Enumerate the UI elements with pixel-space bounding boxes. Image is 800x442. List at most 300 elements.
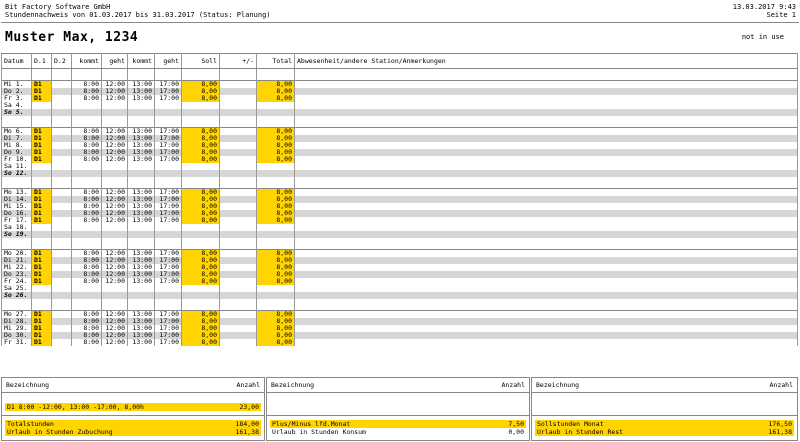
table-row (2, 156, 798, 163)
table-cell (295, 149, 798, 156)
table-cell: Mi 8. (2, 142, 32, 149)
table-row (2, 257, 798, 264)
table-cell: D1 (32, 271, 52, 278)
table-cell: 8,00 (257, 128, 295, 136)
table-cell: 8:00 (72, 257, 102, 264)
table-cell (220, 81, 257, 89)
table-cell: 8:00 (72, 81, 102, 89)
table-cell: 12:00 (102, 156, 128, 163)
table-cell: 8,00 (182, 81, 220, 89)
table-cell: Mo 13. (2, 189, 32, 197)
shift-summary-row: D1 8:00 -12:00, 13:00 -17:00, 8,00h 23,00 (7, 403, 259, 411)
table-cell: 13:00 (128, 257, 155, 264)
table-cell: D1 (32, 142, 52, 149)
table-cell: 8,00 (182, 257, 220, 264)
table-cell: 17:00 (155, 278, 182, 285)
table-row (2, 81, 798, 89)
column-header: kommt (72, 54, 102, 69)
table-cell (220, 264, 257, 271)
table-cell (52, 311, 72, 319)
table-cell: 12:00 (102, 196, 128, 203)
table-row (2, 271, 798, 278)
table-cell (52, 278, 72, 285)
table-cell: 8,00 (182, 311, 220, 319)
table-row (2, 224, 798, 231)
table-cell (295, 264, 798, 271)
table-cell: D1 (32, 278, 52, 285)
table-cell (72, 109, 102, 116)
table-cell (220, 224, 257, 231)
table-cell: 8,00 (257, 325, 295, 332)
column-header: Total (257, 54, 295, 69)
table-cell (32, 285, 52, 292)
table-cell (52, 149, 72, 156)
table-cell: 8:00 (72, 128, 102, 136)
table-cell: 12:00 (102, 81, 128, 89)
table-cell: 17:00 (155, 257, 182, 264)
table-cell: 13:00 (128, 264, 155, 271)
table-cell: 17:00 (155, 203, 182, 210)
table-cell: 8:00 (72, 325, 102, 332)
table-cell (295, 285, 798, 292)
table-cell: Sa 18. (2, 224, 32, 231)
table-row (2, 196, 798, 203)
table-row (2, 135, 798, 142)
table-cell: Do 2. (2, 88, 32, 95)
table-cell (52, 88, 72, 95)
table-row (2, 149, 798, 156)
table-cell: 12:00 (102, 250, 128, 258)
table-cell: 17:00 (155, 149, 182, 156)
table-cell (155, 163, 182, 170)
table-cell (52, 81, 72, 89)
table-row (2, 109, 798, 116)
table-cell (182, 231, 220, 238)
table-row (2, 325, 798, 332)
table-cell: D1 (32, 189, 52, 197)
table-cell: 8,00 (257, 271, 295, 278)
table-cell: 13:00 (128, 210, 155, 217)
table-cell (32, 109, 52, 116)
table-cell: 8:00 (72, 149, 102, 156)
table-cell: 8:00 (72, 271, 102, 278)
table-cell (295, 332, 798, 339)
table-cell (52, 135, 72, 142)
table-cell (220, 196, 257, 203)
table-cell (102, 102, 128, 109)
table-cell (155, 109, 182, 116)
table-cell: 13:00 (128, 250, 155, 258)
table-cell (52, 257, 72, 264)
employee-name: Muster Max, 1234 (5, 30, 139, 45)
table-cell (220, 203, 257, 210)
table-cell (220, 128, 257, 136)
column-header: kommt (128, 54, 155, 69)
table-cell: 17:00 (155, 332, 182, 339)
column-header: geht (102, 54, 128, 69)
table-cell: 13:00 (128, 88, 155, 95)
table-cell: 17:00 (155, 271, 182, 278)
table-cell: D1 (32, 196, 52, 203)
company-name: Bit Factory Software GmbH (5, 3, 111, 11)
table-cell: D1 (32, 203, 52, 210)
table-cell (295, 102, 798, 109)
table-cell (52, 95, 72, 102)
table-cell: D1 (32, 325, 52, 332)
table-cell: 12:00 (102, 318, 128, 325)
table-cell: 12:00 (102, 128, 128, 136)
table-cell (32, 292, 52, 299)
table-cell: 12:00 (102, 332, 128, 339)
table-cell (52, 102, 72, 109)
table-cell (295, 196, 798, 203)
table-cell: 8,00 (182, 196, 220, 203)
table-cell: 8,00 (182, 189, 220, 197)
table-row (2, 102, 798, 109)
table-cell (295, 142, 798, 149)
table-cell: 8:00 (72, 311, 102, 319)
table-row (2, 278, 798, 285)
table-cell (32, 163, 52, 170)
table-row (2, 128, 798, 136)
table-cell (182, 285, 220, 292)
table-cell: 13:00 (128, 149, 155, 156)
summary-label-header: Bezeichnung (6, 381, 50, 389)
table-cell: 8:00 (72, 196, 102, 203)
table-cell (52, 196, 72, 203)
table-cell: 8,00 (182, 142, 220, 149)
table-cell: 8,00 (257, 210, 295, 217)
table-cell (102, 163, 128, 170)
table-cell: 17:00 (155, 156, 182, 163)
table-cell (220, 135, 257, 142)
table-cell (128, 170, 155, 177)
table-cell (220, 142, 257, 149)
table-cell (220, 278, 257, 285)
table-cell: 8:00 (72, 156, 102, 163)
table-cell: Sa 11. (2, 163, 32, 170)
table-cell (295, 217, 798, 224)
table-cell (257, 163, 295, 170)
summary-right: Bezeichnung Anzahl Sollstunden Monat 176,50 Urlaub in Stunden Rest 161,38 (531, 377, 798, 441)
table-cell (52, 142, 72, 149)
table-cell (102, 231, 128, 238)
table-cell: Mi 15. (2, 203, 32, 210)
table-cell (220, 109, 257, 116)
table-cell (32, 231, 52, 238)
table-cell (220, 318, 257, 325)
table-cell: 13:00 (128, 318, 155, 325)
table-cell (52, 109, 72, 116)
table-cell: 8,00 (257, 257, 295, 264)
table-cell: 8:00 (72, 189, 102, 197)
table-cell: Mo 20. (2, 250, 32, 258)
table-cell: 17:00 (155, 264, 182, 271)
table-cell: 17:00 (155, 217, 182, 224)
table-cell (295, 278, 798, 285)
table-row (2, 88, 798, 95)
table-cell: 12:00 (102, 189, 128, 197)
table-cell: 12:00 (102, 203, 128, 210)
table-cell (295, 210, 798, 217)
table-cell (52, 250, 72, 258)
table-cell: 13:00 (128, 189, 155, 197)
table-cell (220, 257, 257, 264)
table-cell: 17:00 (155, 135, 182, 142)
table-cell: 13:00 (128, 325, 155, 332)
table-cell: 8:00 (72, 135, 102, 142)
table-cell (295, 250, 798, 258)
table-cell (220, 339, 257, 346)
table-cell (72, 224, 102, 231)
table-cell: 17:00 (155, 210, 182, 217)
table-cell (220, 325, 257, 332)
vacation-remaining-row: Urlaub in Stunden Rest 161,38 (537, 428, 792, 436)
table-cell (155, 102, 182, 109)
table-cell: D1 (32, 257, 52, 264)
table-cell: 17:00 (155, 128, 182, 136)
table-cell: 8,00 (182, 325, 220, 332)
table-row (2, 264, 798, 271)
table-cell: 17:00 (155, 81, 182, 89)
table-cell: 17:00 (155, 95, 182, 102)
table-cell: D1 (32, 217, 52, 224)
table-cell (52, 170, 72, 177)
table-cell: D1 (32, 210, 52, 217)
table-cell: 8,00 (182, 339, 220, 346)
table-cell: Do 30. (2, 332, 32, 339)
table-cell: 8,00 (182, 271, 220, 278)
table-cell: 8:00 (72, 250, 102, 258)
table-cell (220, 311, 257, 319)
table-cell (295, 311, 798, 319)
table-cell (52, 156, 72, 163)
table-cell: Di 7. (2, 135, 32, 142)
column-header: D.2 (52, 54, 72, 69)
table-cell (52, 210, 72, 217)
table-cell (52, 325, 72, 332)
table-cell: Do 9. (2, 149, 32, 156)
table-cell (220, 271, 257, 278)
table-cell (52, 339, 72, 346)
table-cell (128, 224, 155, 231)
table-cell: Sa 4. (2, 102, 32, 109)
table-cell (220, 250, 257, 258)
table-cell: 8,00 (182, 332, 220, 339)
table-cell: 8:00 (72, 278, 102, 285)
table-cell (220, 163, 257, 170)
table-cell: 8,00 (257, 196, 295, 203)
table-cell: 8,00 (257, 318, 295, 325)
table-cell (52, 203, 72, 210)
table-cell (72, 292, 102, 299)
table-cell: 13:00 (128, 203, 155, 210)
table-cell: Di 14. (2, 196, 32, 203)
table-cell (220, 285, 257, 292)
table-cell: 13:00 (128, 142, 155, 149)
table-row (2, 217, 798, 224)
table-cell: Di 28. (2, 318, 32, 325)
table-cell (155, 292, 182, 299)
table-cell: 13:00 (128, 196, 155, 203)
week-spacer (2, 116, 798, 128)
header-divider (1, 22, 799, 23)
table-cell: 12:00 (102, 135, 128, 142)
table-cell (52, 189, 72, 197)
table-cell (182, 224, 220, 231)
table-cell: 8:00 (72, 88, 102, 95)
table-cell: Mi 1. (2, 81, 32, 89)
table-cell: 12:00 (102, 264, 128, 271)
vacation-consumed-row: Urlaub in Stunden Konsum 0,00 (272, 428, 524, 436)
table-row (2, 250, 798, 258)
column-header: Abwesenheit/andere Station/Anmerkungen (295, 54, 798, 69)
table-cell (295, 135, 798, 142)
table-cell (257, 109, 295, 116)
table-cell (128, 292, 155, 299)
table-cell: 8,00 (257, 311, 295, 319)
table-cell: 13:00 (128, 278, 155, 285)
table-cell (220, 156, 257, 163)
table-cell (295, 189, 798, 197)
table-cell: 8:00 (72, 339, 102, 346)
table-cell: 8,00 (182, 128, 220, 136)
table-cell (102, 170, 128, 177)
plus-minus-row: Plus/Minus lfd.Monat 7,50 (272, 420, 524, 428)
table-cell: 8,00 (182, 217, 220, 224)
table-cell (295, 318, 798, 325)
summary-count-header: Anzahl (236, 381, 260, 389)
table-row (2, 203, 798, 210)
table-cell: 8,00 (257, 189, 295, 197)
table-cell: Mi 22. (2, 264, 32, 271)
table-cell (128, 285, 155, 292)
week-spacer (2, 69, 798, 81)
table-cell: 12:00 (102, 278, 128, 285)
table-cell: 8,00 (257, 88, 295, 95)
table-cell: D1 (32, 339, 52, 346)
table-cell: 12:00 (102, 257, 128, 264)
table-cell: D1 (32, 264, 52, 271)
table-cell (295, 170, 798, 177)
table-cell (295, 128, 798, 136)
week-spacer (2, 238, 798, 250)
table-cell: D1 (32, 311, 52, 319)
table-cell: 13:00 (128, 95, 155, 102)
table-row (2, 189, 798, 197)
table-cell: 8,00 (182, 318, 220, 325)
summary-middle: Bezeichnung Anzahl Plus/Minus lfd.Monat 7,50 Urlaub in Stunden Konsum 0,00 (266, 377, 530, 441)
table-cell (102, 285, 128, 292)
table-cell (220, 189, 257, 197)
table-cell: 12:00 (102, 88, 128, 95)
table-cell (52, 292, 72, 299)
table-cell (32, 102, 52, 109)
table-cell: 8,00 (182, 203, 220, 210)
column-header: Datum (2, 54, 32, 69)
table-cell (182, 102, 220, 109)
table-header-row (2, 54, 798, 69)
table-cell (220, 217, 257, 224)
table-cell: D1 (32, 250, 52, 258)
timesheet-table (1, 53, 798, 346)
table-cell (295, 81, 798, 89)
table-cell: 12:00 (102, 149, 128, 156)
table-cell: Fr 10. (2, 156, 32, 163)
table-cell (182, 109, 220, 116)
table-cell: Di 21. (2, 257, 32, 264)
table-row (2, 231, 798, 238)
table-cell (295, 109, 798, 116)
table-cell (52, 217, 72, 224)
table-cell (72, 102, 102, 109)
table-cell (220, 231, 257, 238)
column-header: geht (155, 54, 182, 69)
table-cell: Mi 29. (2, 325, 32, 332)
table-cell: 12:00 (102, 311, 128, 319)
table-cell (52, 224, 72, 231)
table-cell: 17:00 (155, 196, 182, 203)
table-cell (52, 318, 72, 325)
table-cell (257, 292, 295, 299)
table-cell: 8,00 (182, 264, 220, 271)
table-cell (182, 170, 220, 177)
table-cell: 8:00 (72, 217, 102, 224)
column-header: Soll (182, 54, 220, 69)
table-cell: 8,00 (182, 88, 220, 95)
table-cell: 17:00 (155, 325, 182, 332)
table-cell: 8:00 (72, 95, 102, 102)
table-cell: 17:00 (155, 339, 182, 346)
table-cell: 8,00 (257, 149, 295, 156)
table-cell: So 26. (2, 292, 32, 299)
column-header: D.1 (32, 54, 52, 69)
table-cell: D1 (32, 95, 52, 102)
table-cell (295, 156, 798, 163)
table-cell (155, 231, 182, 238)
week-spacer (2, 299, 798, 311)
table-cell: Do 23. (2, 271, 32, 278)
table-cell (220, 102, 257, 109)
table-cell: So 12. (2, 170, 32, 177)
table-cell: D1 (32, 318, 52, 325)
table-cell: D1 (32, 81, 52, 89)
table-row (2, 339, 798, 346)
table-cell: 8:00 (72, 332, 102, 339)
table-cell: 13:00 (128, 339, 155, 346)
table-cell: 8:00 (72, 318, 102, 325)
table-cell: 12:00 (102, 325, 128, 332)
table-cell: 8,00 (182, 210, 220, 217)
table-cell (220, 149, 257, 156)
table-cell (220, 170, 257, 177)
table-cell: D1 (32, 156, 52, 163)
table-cell (52, 264, 72, 271)
table-cell: D1 (32, 135, 52, 142)
table-cell: 12:00 (102, 217, 128, 224)
table-cell: 13:00 (128, 217, 155, 224)
table-cell: 13:00 (128, 156, 155, 163)
table-cell: 8,00 (257, 156, 295, 163)
table-cell: 17:00 (155, 311, 182, 319)
table-cell: 8:00 (72, 210, 102, 217)
table-cell (182, 292, 220, 299)
table-cell (128, 163, 155, 170)
table-cell: Fr 24. (2, 278, 32, 285)
table-cell (295, 95, 798, 102)
table-cell (257, 170, 295, 177)
table-row (2, 142, 798, 149)
